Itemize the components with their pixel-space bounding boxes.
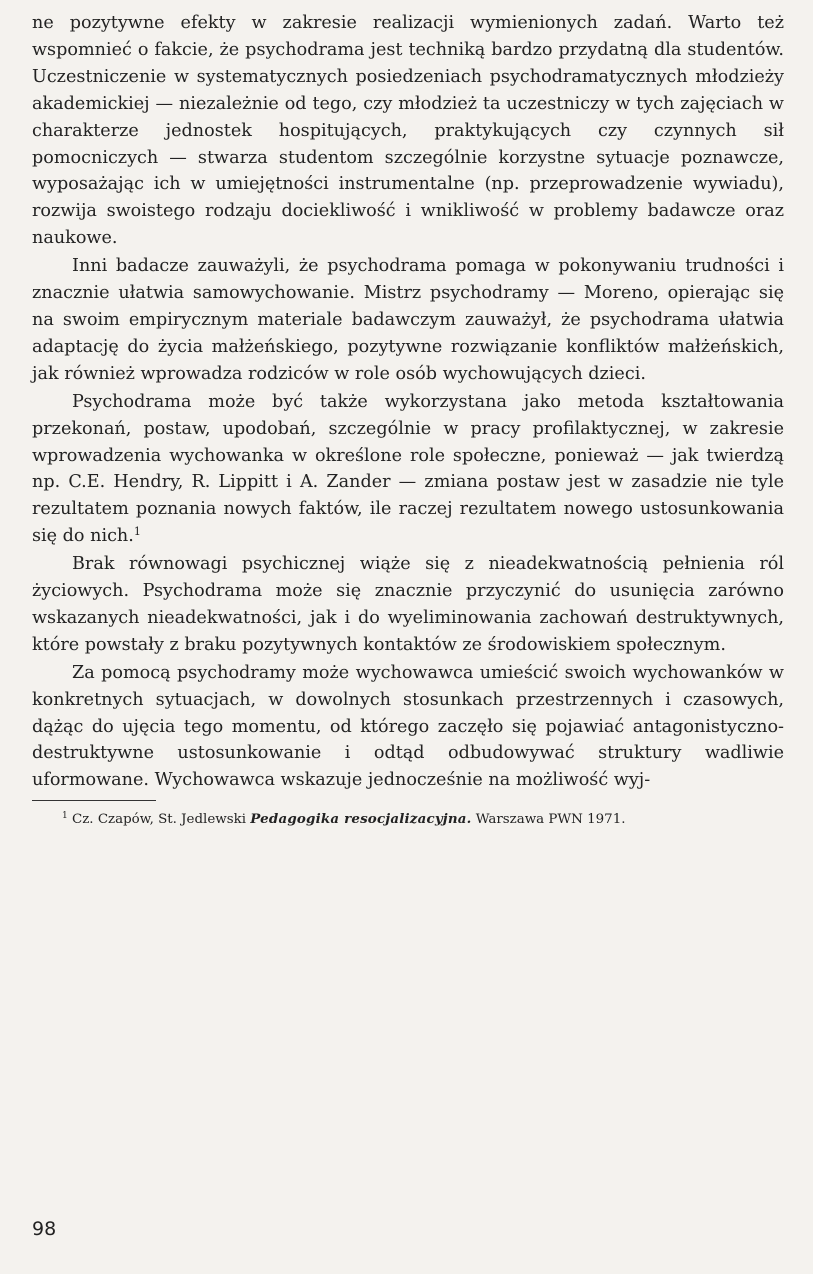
footnote-authors: Cz. Czapów, St. Jedlewski [72, 812, 246, 828]
paragraph-2 [32, 253, 784, 388]
book-page [32, 10, 784, 830]
footnote [32, 809, 784, 830]
paragraph-5 [32, 660, 784, 795]
paragraph-2-text: Inni badacze zauważyli, że psychodrama pomaga w pokonywaniu trudności i znacznie ułatwia samowychowanie. Mistrz psychodramy — Moreno, opierając się na swoim empirycznym materiale badawczym zauważył, że psychodrama ułatwia adaptację do życia małżeńskiego, pozytywne rozwiązanie konfliktów małżeńskich, jak również wprowadza rodziców w role osób wychowujących dzieci. [32, 256, 784, 384]
footnote-reference: 1 [133, 525, 141, 539]
paragraph-1 [32, 10, 784, 252]
paragraph-4-text: Brak równowagi psychicznej wiąże się z nieadekwatnością pełnienia ról życiowych. Psychodrama może się znacznie przyczynić do usunięcia zarówno wskazanych nieadekwatności, jak i do wyeliminowania zachowań destruktywnych, które powstały z braku pozytywnych kontaktów ze środowiskiem społecznym. [32, 554, 784, 655]
page-number: 98 [32, 1218, 57, 1240]
paragraph-3 [32, 389, 784, 550]
paragraph-4 [32, 551, 784, 659]
paragraph-3-text: Psychodrama może być także wykorzystana jako metoda kształtowania przekonań, postaw, upodobań, szczególnie w pracy profilaktycznej, w zakresie wprowadzenia wychowanka w określone role społeczne, ponieważ — jak twierdzą np. C.E. Hendry, R. Lippitt i A. Zander — zmiana postaw jest w zasadzie nie tyle rezultatem poznania nowych faktów, ile raczej rezultatem nowego ustosunkowania się do nich. [32, 391, 784, 547]
paragraph-1-text: ne pozytywne efekty w zakresie realizacji wymienionych zadań. Warto też wspomnieć o fakcie, że psychodrama jest techniką bardzo przydatną dla studentów. Uczestniczenie w systematycznych posiedzeniach psychodramatycznych młodzieży akademickiej — niezależnie od tego, czy młodzież ta uczestniczy w tych zajęciach w charakterze jednostek hospitujących, praktykujących czy czynnych sił pomocniczych — stwarza studentom szczególnie korzystne sytuacje poznawcze, wyposażając ich w umiejętności instrumentalne (np. przeprowadzenie wywiadu), rozwija swoistego rodzaju dociekliwość i wnikliwość w problemy badawcze oraz naukowe. [32, 13, 784, 249]
footnote-number: 1 [62, 811, 68, 822]
paragraph-5-text: Za pomocą psychodramy może wychowawca umieścić swoich wychowanków w konkretnych sytuacjach, w dowolnych stosunkach przestrzennych i czasowych, dążąc do ujęcia tego momentu, od którego zaczęło się pojawiać antagonistyczno-destruktywne ustosunkowanie i odtąd odbudowywać struktury wadliwie uformowane. Wychowawca wskazuje jednocześnie na możliwość wyj- [32, 662, 784, 791]
footnote-title: Pedagogika resocjalizacyjna. [250, 811, 472, 828]
footnote-divider [32, 800, 156, 801]
footnote-publisher: Warszawa PWN 1971. [475, 812, 626, 828]
